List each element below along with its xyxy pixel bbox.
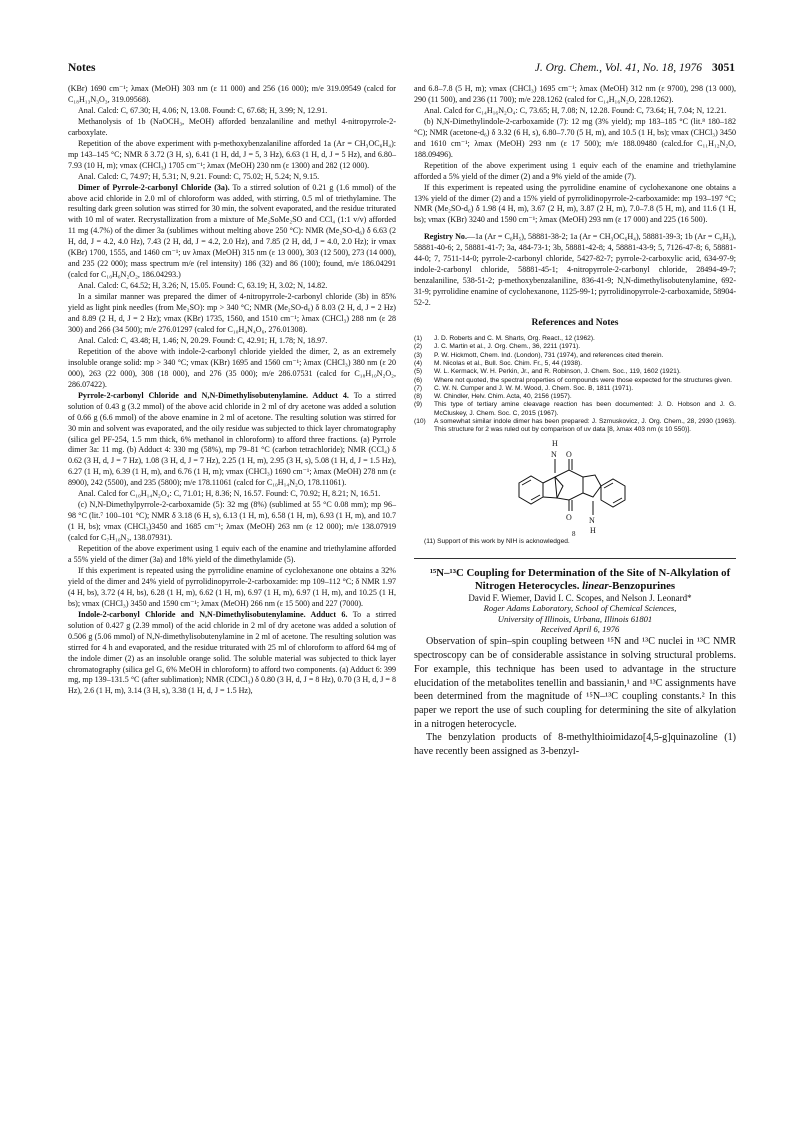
paragraph: (KBr) 1690 cm⁻¹; λmax (MeOH) 303 nm (ε 11 000) and 256 (16 000); m/e 319.09549 (calcd for C₁₈H₁₃N₃O₃, 319.09568).: [68, 84, 396, 104]
affiliation-line: Roger Adams Laboratory, School of Chemical Sciences,: [483, 603, 677, 614]
paragraph: The benzylation products of 8-methylthioimidazo[4,5-g]quinazoline (1) have recently been assigned as 3-benzyl-: [414, 732, 736, 758]
reference-number: (7): [414, 384, 423, 392]
reference-item: [414, 352, 736, 360]
run-in-heading: Dimer of Pyrrole-2-carbonyl Chloride (3a).: [78, 182, 230, 192]
left-column: [68, 84, 396, 697]
atom-label: N: [589, 515, 595, 525]
reference-item: [414, 360, 736, 368]
journal-info: J. Org. Chem., Vol. 41, No. 18, 1976: [534, 62, 702, 74]
left-five-ring: [543, 477, 563, 498]
affiliation-line: University of Illinois, Urbana, Illinois 61801: [497, 613, 653, 624]
title-suffix: -Benzopurines: [608, 579, 676, 592]
paragraph: Repetition of the above experiment using 1 equiv each of the enamine and triethylamine afforded a 5% yield of the dimer (2) and a 9% yield of the amide (7).: [414, 160, 736, 181]
paragraph: Anal. Calcd: C, 43.48; H, 1.46; N, 20.29. Found: C, 42.91; H, 1.78; N, 18.97.: [78, 335, 328, 345]
registry-label: Registry No.: [424, 232, 467, 242]
support-note: (11) Support of this work by NIH is acknowledged.: [424, 537, 570, 545]
reference-item: [414, 343, 736, 351]
reference-text: A somewhat similar indole dimer has been prepared: J. Szmuskovicz, J. Org. Chem., 28, 2930 (1963). This structure for 2 was ruled out by comparison of uv data [8, λmax 403 nm (ε 10 550)].: [434, 417, 736, 434]
article-body: [414, 635, 736, 758]
right-column: [414, 84, 736, 759]
atom-label: H: [552, 438, 558, 448]
paragraph: In a similar manner was prepared the dimer of 4-nitropyrrole-2-carbonyl chloride (3b) in 85% yield as light pink needles (from Me₂SO): mp > 340 °C; NMR (Me₂SO-d₆) δ 8.03 (2 H, d, J = 2 Hz) and 8.89 (2 H, d, J = 2 Hz); νmax (KBr) 1735, 1560, and 1510 cm⁻¹; λmax (CHCl₃) 288 nm (ε 28 300) and 266 (34 500); m/e 276.01297 (calcd for C₁₀H₄N₄O₆, 276.01308).: [68, 292, 396, 334]
paragraph: Repetition of the above with indole-2-carbonyl chloride yielded the dimer, 2, as an extremely insoluble orange solid: mp > 340 °C; νmax (KBr) 1695 and 1560 cm⁻¹; λmax (CHCl₃) 380 nm (ε 20 000), 263 (22 000), 308 (18 000), and 276 (35 000); m/e 286.07531 (calcd for C₁₈H₁₀N₂O₂, 286.07422).: [68, 346, 396, 389]
reference-text: W. L. Kermack, W. H. Perkin, Jr., and R. Robinson, J. Chem. Soc., 119, 1602 (1921).: [434, 368, 681, 376]
reference-item: [414, 401, 736, 418]
registry-text: —1a (Ar = C₆H₅), 58881-38-2; 1a (Ar = CH₃OC₆H₄), 58881-39-3; 1b (Ar = C₆H₅), 58881-40-6; 2, 58881-41-7; 3a, 484-73-1; 3b, 58881-42-8; 4, 58881-43-9; 5, 7126-47-8; 6, 58881-44-0; 7, 7511-14-0; pyrrole-2-carbonyl chloride, 5427-82-7; pyrrole-2-carboxylic acid, 634-97-9; indole-2-carbonyl chloride, 58881-45-1; 4-nitropyrrole-2-carbonyl chloride, 28494-49-7; benzalaniline, 538-51-2; p-methoxybenzalaniline, 836-41-9; N,N-dimethylisobutenylamine, 692-31-9; pyrrolidine enamine of cyclohexanone, 1125-99-1; pyrrolidinopyrrole-2-carboxamide, 58904-52-2.: [414, 232, 737, 308]
journal-citation: [535, 62, 735, 74]
reference-item: [414, 368, 736, 376]
reference-item: [414, 418, 736, 435]
paragraph: Anal. Calcd: C, 74.97; H, 5.31; N, 9.21. Found: C, 75.02; H, 5.24; N, 9.15.: [78, 171, 320, 181]
atom-label: N: [551, 449, 557, 459]
reference-number: (4): [414, 359, 423, 367]
paragraph: and 6.8–7.8 (5 H, m); νmax (CHCl₃) 1695 cm⁻¹; λmax (MeOH) 312 nm (ε 9700), 298 (13 000), 290 (11 500), and 236 (11 700); m/e 228.1262 (calcd for C₁₄H₁₆N₂O, 228.1262).: [414, 84, 736, 104]
reference-text: This type of tertiary amine cleavage reaction has been documented: J. D. Hobson and J. G. McCluskey, J. Chem. Soc. C, 2015 (1967).: [434, 401, 736, 417]
paragraph: Anal. Calcd for C₁₄H₁₆N₂O₄: C, 73.65; H, 7.08; N, 12.28. Found: C, 73.64; H, 7.04; N, 12.21.: [424, 105, 727, 115]
right-five-ring: [583, 475, 601, 497]
paragraph-with-heading: [68, 391, 396, 490]
reference-text: C. W. N. Cumper and J. W. M. Wood, J. Chem. Soc. B, 1811 (1971).: [434, 384, 634, 392]
paragraph-text: To a stirred solution of 0.43 g (3.2 mmol) of the above acid chloride in 2 ml of dry acetone was added a solution of 0.66 g (6.6 mmol) of the above enamine in 2 ml of acetone. The resulting solution was stirred for 30 min and solvent was evaporated, and the oily residue was subjected to thick layer chromatography (silica gel PF-254, 1.5 mm thick, 6% methanol in chloroform) to afford three fractions. (a) Pyrrole dimer 3a: 11 mg. (b) Adduct 4: 330 mg (58%), mp 79–81 °C (carbon tetrachloride); NMR (CCl₄) δ 0.62 (3 H, d, J = 7 Hz), 1.08 (3 H, d, J = 7 Hz), 2.25 (1 H, m), 2.95 (3 H, s), 5.08 (1 H, d, J = 1.5 Hz), 6.27 (1 H, m), 6.39 (1 H, m), and 6.76 (1 H, m); νmax (CHCl₃) 1690 cm⁻¹; λmax (MeOH) 278 nm (ε 8900), 242 (5500), and 235 (5800); m/e 178.11061 (calcd for C₁₀H₁₄N₂O, 178.11061).: [68, 390, 396, 488]
paragraph-text: To a stirred solution of 0.427 g (2.39 mmol) of the acid chloride in 2 ml of dry acetone was added a solution of 0.506 g (5.06 mmol) of N,N-dimethylisobutenylamine in 2 ml of acetone. The resulting solution was stirred for 4 h and evaporated, and the residue triturated with 25 ml of chloroform to afford 64 mg of the indole dimer (2) as an insoluble orange solid. The soluble material was subjected to thick layer chromatography (silica gel G, 6% MeOH in chloroform) to afford two components. (a) Adduct 6: 399 mg, mp 139–131.5 °C (after sublimation); NMR (CDCl₃) δ 0.80 (3 H, d, J = 8 Hz), 0.70 (3 H, d, J = 8 Hz), 2.6 (1 H, m), 3.14 (3 H, s), 3.38 (1 H, d, J = 1.5 Hz),: [68, 609, 397, 696]
reference-item: [414, 393, 736, 401]
compound-number: 8: [572, 529, 576, 537]
article-title: [414, 567, 736, 593]
reference-number: (1): [414, 335, 423, 343]
reference-list: [414, 335, 736, 435]
atom-label: H: [590, 525, 596, 535]
paragraph: (c) N,N-Dimethylpyrrole-2-carboxamide (5): 32 mg (8%) (sublimed at 55 °C 0.08 mm); mp 96–98 °C (lit.⁷ 100–101 °C); NMR δ 3.18 (6 H, s), 6.13 (1 H, m), 6.58 (1 H, m), 6.93 (1 H, m), and 10.7 (1 H, bs); νmax (CHCl₃)3450 and 1685 cm⁻¹; λmax (MeOH) 263 nm (ε 12 000); m/e 138.07919 (calcd for C₇H₁₀N₂, 138.07931).: [68, 500, 396, 543]
received-date: Received April 6, 1976: [540, 624, 620, 635]
reference-number: (5): [414, 368, 423, 376]
reference-item: [414, 335, 736, 343]
reference-item: [414, 385, 736, 393]
paragraph-with-heading: [68, 610, 396, 698]
reference-item: [414, 377, 736, 385]
reference-number: (8): [414, 393, 423, 401]
paragraph: Anal. Calcd for C₁₀H₁₄N₂O₄: C, 71.01; H, 8.36; N, 16.57. Found: C, 70.92; H, 8.21; N, 16.51.: [78, 489, 381, 499]
reference-text: J. C. Martin et al., J. Org. Chem., 36, 2211 (1971).: [434, 343, 581, 351]
reference-text: M. Nicolas et al., Bull. Soc. Chim. Fr., 5, 44 (1938).: [434, 359, 583, 367]
paragraph: Observation of spin–spin coupling between ¹⁵N and ¹³C nuclei in ¹³C NMR spectroscopy can be of considerable assistance in solving structural problems. For example, this technique has been used to advantage in the structure elucidation of the metabolites tenellin and bassianin,¹ and ¹³C assignments have been determined from the magnitude of ¹⁵N–¹³C coupling constants.² In this paper we report the use of such coupling for determining the site of alkylation in a nitrogen heterocycle.: [414, 636, 736, 730]
reference-text: Where not quoted, the spectral properties of compounds were those expected for the structures given.: [434, 376, 732, 384]
paragraph: (b) N,N-Dimethylindole-2-carboxamide (7): 12 mg (3% yield); mp 183–185 °C (lit.⁸ 180–182 °C); NMR (acetone-d₆) δ 3.32 (6 H, s), 6.80–7.70 (5 H, m), and 10.5 (1 H, bs); νmax (CHCl₃) 3450 and 1610 cm⁻¹; λmax (MeOH) 293 nm (ε 17 500); m/e 188.09480 (calcd.for C₁₁H₁₂N₂O, 188.09496).: [414, 116, 736, 159]
atom-label: O: [566, 449, 572, 459]
article-authors: David F. Wiemer, David I. C. Scopes, and Nelson J. Leonard*: [468, 592, 692, 603]
paragraph: If this experiment is repeated using the pyrrolidine enamine of cyclohexanone one obtains a 13% yield of the dimer (2) and a 15% yield of pyrrolidinopyrrole-2-carboxamide: mp 193–197 °C; NMR (Me₂SO-d₆) δ 1.98 (4 H, m), 3.67 (2 H, m), 3.87 (2 H, m), 7.0–7.8 (5 H, m), and 11.6 (1 H, bs); νmax (KBr) 3240 and 1590 cm⁻¹; λmax (MeOH) 293 nm (ε 17 000) and 225 (16 500).: [414, 182, 736, 225]
atom-label: O: [566, 512, 572, 522]
paragraph: If this experiment is repeated using the pyrrolidine enamine of cyclohexanone one obtains a 32% yield of the dimer and 24% yield of pyrrolidinopyrrole-2-carboxamide: mp 109–112 °C; δ NMR 1.97 (4 H, bs), 3.72 (4 H, bs), 6.28 (1 H, m), 6.62 (1 H, m), 6.97 (1 H, m), 6.97 (1 H, m), and 10.25 (1 H, bs); νmax (CHCl₃) 3450 and 1590 cm⁻¹; λmax (MeOH) 266 nm (ε 15 500) and 227 (7000).: [68, 565, 396, 608]
reference-number: (10): [414, 417, 426, 425]
reference-number: (6): [414, 376, 423, 384]
registry-numbers: [414, 232, 736, 309]
page-header: [68, 62, 735, 78]
reference-text: P. W. Hickmott, Chem. Ind. (London), 731 (1974), and references cited therein.: [434, 351, 664, 359]
reference-number: (3): [414, 351, 423, 359]
paragraph: Anal. Calcd: C, 67.30; H, 4.06; N, 13.08. Found: C, 67.68; H, 3.99; N, 12.91.: [78, 105, 328, 115]
paragraph: Methanolysis of 1b (NaOCH₃, MeOH) afforded benzalaniline and methyl 4-nitropyrrole-2-carboxylate.: [68, 116, 396, 137]
chemical-structure-8: [505, 437, 645, 537]
reference-number: (2): [414, 343, 423, 351]
paragraph: Repetition of the above experiment with p-methoxybenzalaniline afforded 1a (Ar = CH₃OC₆H₄): mp 143–145 °C; NMR δ 3.72 (3 H, s), 6.41 (1 H, dd, J = 5, 3 Hz), 6.63 (1 H, d, J = 5 Hz), and 6.80–7.93 (10 H, m); νmax (CHCl₃) 1705 cm⁻¹; λmax (MeOH) 230 nm (ε 1300) and 282 (12 000).: [68, 138, 396, 170]
structure-bonds: [519, 459, 625, 515]
title-italic: linear: [582, 579, 609, 592]
paragraph-text: To a stirred solution of 0.21 g (1.6 mmol) of the above acid chloride in 2.0 ml of chloroform was added, with stirring, 0.5 ml of triethylamine. The resulting dark green solution was stirred for 30 min, the solvent evaporated, and the residue triturated with 10 ml of water. Recrystallization from a mixture of Me₂SoMe₂SO and CCl₄ (1:1 v/v) afforded 11 mg (4.7%) of the dimer 3a (sublimes without melting above 250 °C): NMR (Me₂SO-d₆) δ 6.63 (2 H, dd, J = 4.2, 4.0 Hz), 7.43 (2 H, dd, J = 4.2, 2.0 Hz), and 7.85 (2 H, dd, J = 4.0, 2.0 Hz); ir νmax (KBr) 1700, 1555, and 1460 cm⁻¹; uv λmax (MeOH) 315 nm (ε 13 000), 303 (12 500), 273 (14 000), and 235 (22 000); mass spectrum m/e (rel intensity) 186 (32) and 86 (100); found, m/e 186.04291 (calcd for C₁₀H₆N₂O₂, 186.04293.): [68, 182, 396, 280]
run-in-heading: Indole-2-carbonyl Chloride and N,N-Dimethylisobutenylamine. Adduct 6.: [78, 609, 348, 619]
section-name: Notes: [68, 62, 96, 74]
reference-text: W. Chindler, Helv. Chim. Acta, 40, 2156 (1957).: [434, 393, 572, 401]
paragraph: Anal. Calcd: C, 64.52; H, 3.26; N, 15.05. Found: C, 63.19; H, 3.02; N, 14.82.: [78, 281, 328, 291]
paragraph-with-heading: [68, 183, 396, 282]
reference-number: (9): [414, 401, 423, 409]
run-in-heading: Pyrrole-2-carbonyl Chloride and N,N-Dimethylisobutenylamine. Adduct 4.: [78, 390, 349, 400]
references-heading: References and Notes: [531, 318, 619, 329]
reference-text: J. D. Roberts and C. M. Sharts, Org. React., 12 (1962).: [434, 335, 595, 343]
paragraph: Repetition of the above experiment using 1 equiv each of the enamine and triethylamine afforded a 55% yield of the dimer (3a) and 18% yield of the dimethylamide (5).: [68, 544, 396, 564]
central-ring: [555, 470, 583, 500]
page-number: 3051: [712, 62, 735, 74]
article-affiliation: [414, 603, 736, 624]
title-main: ¹⁵N–¹³C Coupling for Determination of the Site of N-Alkylation of Nitrogen Heterocycles.: [429, 566, 731, 592]
article-divider: [414, 558, 736, 559]
